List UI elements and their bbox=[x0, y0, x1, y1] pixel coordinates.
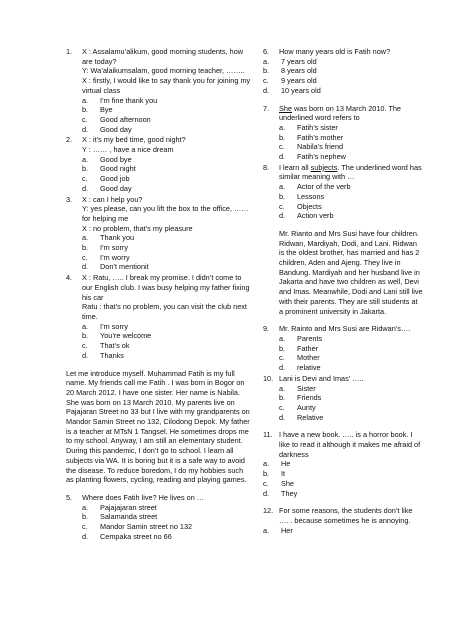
dialogue-line: X : firstly, I would like to say thank you for joining my virtual class bbox=[82, 76, 251, 95]
option-b[interactable]: b. Lessons bbox=[279, 191, 325, 201]
question-4 bbox=[66, 273, 252, 360]
question-number: 2. bbox=[66, 135, 73, 145]
option-b[interactable]: b. It bbox=[263, 469, 286, 479]
option-c[interactable]: c. She bbox=[263, 478, 294, 488]
question-text: How many years old is Fatih now? bbox=[279, 47, 391, 56]
options-list bbox=[66, 155, 252, 194]
option-c[interactable]: c. Nabila’s friend bbox=[279, 142, 344, 152]
question-10 bbox=[263, 374, 423, 423]
question-5 bbox=[66, 493, 252, 542]
option-c[interactable]: c. Aunty bbox=[279, 402, 316, 412]
option-b[interactable]: b. Good night bbox=[82, 164, 136, 174]
option-a[interactable]: a. Actor of the verb bbox=[279, 182, 351, 192]
question-11 bbox=[263, 430, 423, 498]
dialogue-line: Y: Wa’alaikumsalam, good morning teacher, …….. bbox=[82, 66, 245, 76]
question-3 bbox=[66, 195, 252, 273]
option-a[interactable]: a. Fatih’s sister bbox=[279, 122, 338, 132]
options-list bbox=[263, 57, 423, 96]
question-number: 4. bbox=[66, 273, 73, 283]
option-d[interactable]: d. Cempaka street no 66 bbox=[82, 531, 172, 541]
option-d[interactable]: d. Good day bbox=[82, 124, 132, 134]
option-c[interactable]: c. Good afternoon bbox=[82, 114, 151, 124]
options-list bbox=[263, 459, 423, 498]
option-d[interactable]: d. Good day bbox=[82, 183, 132, 193]
option-c[interactable]: c. Good job bbox=[82, 174, 130, 184]
option-b[interactable]: b. Bye bbox=[82, 105, 113, 115]
dialogue-line: X : Ratu, ….. I break my promise. I didn’t come to our English club. I was busy helping my father fixing his car bbox=[82, 273, 250, 302]
option-a[interactable]: a. Pajajajaran street bbox=[82, 502, 157, 512]
option-a[interactable]: a. Parents bbox=[279, 333, 323, 343]
option-a[interactable]: a. 7 years old bbox=[263, 56, 317, 66]
right-column bbox=[263, 47, 423, 535]
option-b[interactable]: b. I’m sorry bbox=[82, 243, 128, 253]
question-number: 12. bbox=[263, 506, 274, 516]
option-a[interactable]: a. I’m sorry bbox=[82, 321, 128, 331]
option-d[interactable]: d. Relative bbox=[279, 412, 324, 422]
options-list bbox=[263, 526, 423, 536]
question-text: She was born on 13 March 2010. The underlined word refers to bbox=[279, 103, 401, 123]
option-d[interactable]: d. Thanks bbox=[82, 350, 124, 360]
question-number: 8. bbox=[263, 162, 270, 172]
left-column bbox=[66, 47, 252, 541]
question-text: I learn all subjects. The underlined word has similar meaning with … bbox=[279, 162, 422, 182]
option-d[interactable]: d. Fatih’s nephew bbox=[279, 152, 346, 162]
question-number: 7. bbox=[263, 103, 270, 113]
question-number: 9. bbox=[263, 324, 270, 334]
dialogue-line: X : can I help you? bbox=[82, 194, 143, 204]
option-a[interactable]: a. I’m fine thank you bbox=[82, 95, 158, 105]
option-c[interactable]: c. Mandor Samin street no 132 bbox=[82, 522, 193, 532]
question-text: Lani is Devi and Imas’ ….. bbox=[279, 373, 364, 383]
option-d[interactable]: d. 10 years old bbox=[263, 85, 321, 95]
options-list bbox=[263, 334, 423, 373]
option-b[interactable]: b. Friends bbox=[279, 393, 322, 403]
dialogue-line: X : it’s my bed time, good night? bbox=[82, 135, 186, 145]
option-a[interactable]: a. Thank you bbox=[82, 233, 135, 243]
option-c[interactable]: c. I’m worry bbox=[82, 252, 130, 262]
question-9 bbox=[263, 324, 423, 373]
question-text: I have a new book. ….. is a horror book. I like to read it although it makes me afraid of darkness bbox=[279, 430, 421, 459]
options-list bbox=[263, 123, 423, 162]
option-b[interactable]: b. You’re welcome bbox=[82, 331, 152, 341]
underlined-word: She bbox=[279, 103, 292, 113]
question-6 bbox=[263, 47, 423, 96]
option-b[interactable]: b. Salamanda street bbox=[82, 512, 158, 522]
question-1 bbox=[66, 47, 252, 134]
reading-passage-family: Mr. Rianto and Mrs Susi have four children. Ridwan, Mardiyah, Dodi, and Lani. Ridwan is the oldest brother, has married and has 2 children, Aden and Ajeng. They live in Bandung. Mardiyah and her husband live in Jakarta and have two children as well, Devi and Imas. Meanwhile, Dodi and Lani still live with their parents. They are still students at a prominent university in Jakarta. bbox=[279, 228, 423, 316]
options-list bbox=[263, 182, 423, 221]
option-d[interactable]: d. They bbox=[263, 488, 298, 498]
option-a[interactable]: a. Sister bbox=[279, 383, 316, 393]
dialogue-line: Ratu : that’s no problem, you can visit the club next time. bbox=[82, 302, 247, 321]
option-c[interactable]: c. Mother bbox=[279, 353, 320, 363]
option-d[interactable]: d. Action verb bbox=[279, 211, 334, 221]
question-text: For some reasons, the students don’t like …. . because sometimes he is annoying. bbox=[279, 506, 413, 525]
question-number: 3. bbox=[66, 194, 73, 204]
question-number: 6. bbox=[263, 47, 270, 56]
option-a[interactable]: a. Good bye bbox=[82, 154, 132, 164]
dialogue-line: Y : …… , have a nice dream bbox=[82, 145, 174, 155]
options-list bbox=[66, 503, 252, 542]
option-b[interactable]: b. Father bbox=[279, 343, 319, 353]
question-text: Mr. Rainto and Mrs Susi are Ridwan’s…. bbox=[279, 324, 411, 334]
options-list bbox=[263, 384, 423, 423]
option-d[interactable]: d. relative bbox=[279, 363, 321, 373]
question-number: 1. bbox=[66, 47, 73, 56]
dialogue-line: Y: yes please, can you lift the box to the office, …… for helping me bbox=[82, 204, 249, 223]
question-8 bbox=[263, 163, 423, 221]
options-list bbox=[66, 322, 252, 361]
dialogue-line: X : Assalamu’alikum, good morning students, how are today? bbox=[82, 47, 244, 66]
option-d[interactable]: d. Don’t mentionit bbox=[82, 262, 149, 272]
question-number: 10. bbox=[263, 373, 274, 383]
reading-passage-fatih: Let me introduce myself. Muhammad Fatih is my full name. My friends call me Fatih . I was born in Bogor on 20 March 2012. I have one sister. Her name is Nabila. She was born on 13 March 2010. My parents live on Pajajaran Street no 33 but I live with my grandparents on Mandor Samin Street no 132, Cilodong Depok. My father is a teacher at MTsN 1 Tangsel. He sometimes drops me to my school. Anyway, I am still an elementary student. During this pandemic, I don’t go to school. I learn all subjects via WA. It is boring but it is a safe way to avoid the disease. To reduce boredom, I do my hobbies such as planting flowers, cycling, reading and playing games. bbox=[66, 368, 250, 485]
option-b[interactable]: b. Fatih’s mother bbox=[279, 132, 344, 142]
option-a[interactable]: a. Her bbox=[263, 525, 293, 535]
options-list bbox=[66, 96, 252, 135]
question-12 bbox=[263, 506, 423, 535]
option-b[interactable]: b. 8 years old bbox=[263, 66, 317, 76]
question-number: 5. bbox=[66, 492, 73, 502]
option-c[interactable]: c. 9 years old bbox=[263, 76, 317, 86]
question-7 bbox=[263, 104, 423, 162]
question-text: Where does Fatih live? He lives on … bbox=[82, 492, 205, 502]
question-2 bbox=[66, 135, 252, 193]
option-c[interactable]: c. That’s ok bbox=[82, 341, 130, 351]
options-list bbox=[66, 233, 252, 272]
dialogue-line: X : no problem, that’s my pleasure bbox=[82, 223, 193, 233]
underlined-word: subjects bbox=[310, 162, 338, 172]
option-a[interactable]: a. He bbox=[263, 459, 291, 469]
question-number: 11. bbox=[263, 430, 273, 440]
option-c[interactable]: c. Objects bbox=[279, 201, 322, 211]
